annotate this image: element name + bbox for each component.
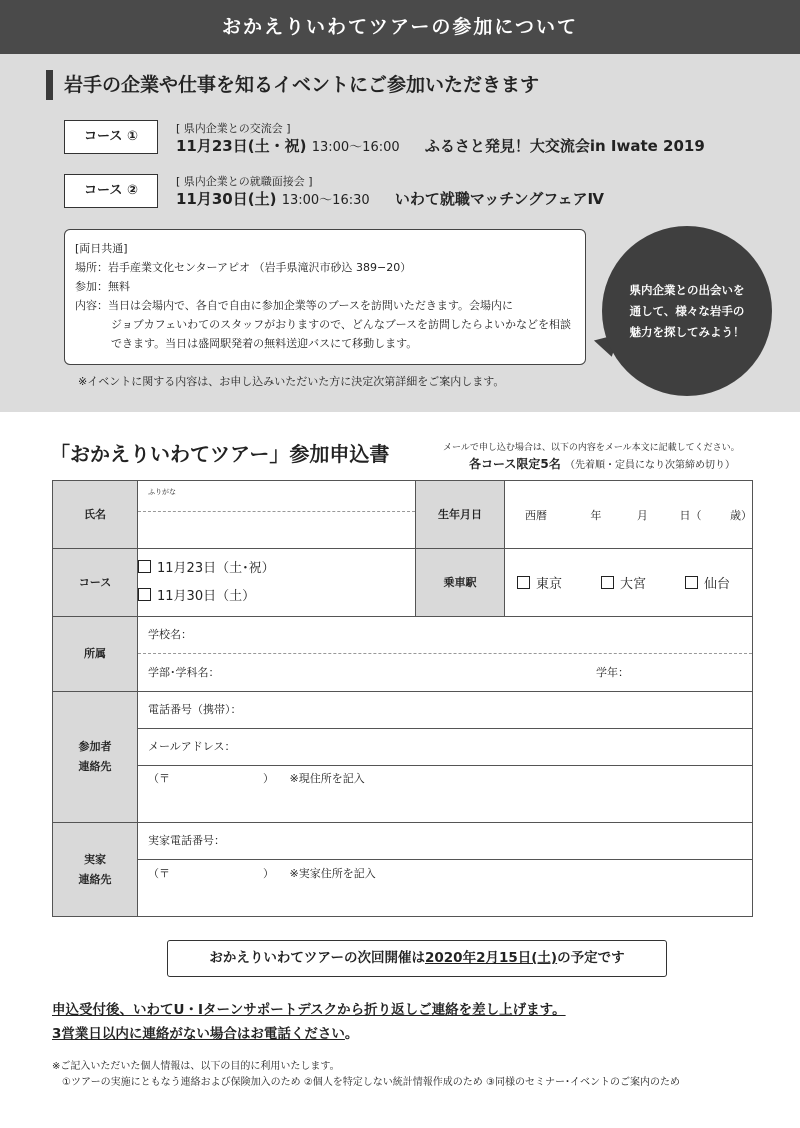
form-limit-sub: （先着順・定員になり次第締め切り） — [564, 460, 735, 471]
name-field[interactable] — [138, 481, 416, 549]
grade-label: 学年： — [596, 666, 629, 679]
home-address-postal-close: ） — [263, 867, 274, 880]
home-address-postal-open: （〒 — [148, 867, 170, 880]
furigana-label: ふりがな — [148, 488, 176, 496]
home-phone-field[interactable] — [138, 823, 752, 860]
station-label: 乗車駅 — [416, 549, 505, 617]
course-option-1[interactable] — [138, 555, 415, 583]
birth-age: 歳） — [729, 508, 752, 522]
home-contact-fields — [138, 823, 753, 917]
contact-note-line-2 — [52, 1022, 358, 1042]
home-contact-label-2: 連絡先 — [78, 872, 112, 886]
common-title: [両日共通] — [75, 242, 128, 255]
school-field[interactable] — [138, 617, 752, 654]
event-headline: 岩手の企業や仕事を知るイベントにご参加いただきます — [64, 74, 540, 96]
course-1-detail — [176, 135, 705, 156]
faculty-field[interactable] — [138, 654, 752, 691]
course-1-date: 11月23日(土・祝) — [176, 137, 307, 155]
email-label: メールアドレス： — [148, 740, 236, 753]
birthdate-field[interactable] — [505, 481, 753, 549]
common-content-2: ジョブカフェいわてのスタッフがおりますので、どんなブースを訪問したらよいかなどを相談 — [111, 318, 572, 331]
participant-contact-fields — [138, 692, 753, 823]
form-limit-main: 各コース限定5名 — [469, 457, 561, 471]
common-place: 場所：岩手産業文化センターアピオ （岩手県滝沢市砂込 389−20） — [75, 261, 412, 274]
course-options — [138, 549, 416, 617]
address-postal-open: （〒 — [148, 772, 170, 785]
application-form-table — [52, 480, 753, 917]
course-1-badge: コース ① — [64, 120, 158, 154]
common-fee: 参加：無料 — [75, 280, 130, 293]
speech-bubble — [602, 226, 772, 396]
station-option-sendai[interactable] — [685, 573, 730, 592]
station-options — [505, 549, 753, 617]
course-option-1-label: 11月23日（土･祝） — [157, 560, 275, 576]
phone-field[interactable] — [138, 692, 752, 729]
affiliation-fields — [138, 617, 753, 692]
form-limit — [469, 455, 735, 472]
birth-era: 西暦 — [525, 508, 547, 522]
home-address-note: ※実家住所を記入 — [289, 867, 376, 880]
participant-contact-row — [53, 692, 753, 823]
next-tour-notice — [167, 940, 667, 977]
station-option-tokyo[interactable] — [517, 573, 601, 592]
phone-label: 電話番号（携帯）： — [148, 703, 242, 716]
course-1-time: 13:00～16:00 — [311, 140, 400, 155]
address-note: ※現住所を記入 — [289, 772, 365, 785]
page-title: おかえりいわてツアーの参加について — [0, 0, 800, 54]
station-tokyo-label: 東京 — [536, 577, 563, 592]
course-option-2[interactable] — [138, 583, 415, 611]
participant-contact-label-2: 連絡先 — [78, 760, 112, 773]
checkbox-icon[interactable] — [138, 588, 151, 601]
birth-year: 年 — [590, 508, 602, 522]
address-field[interactable] — [138, 766, 752, 822]
affiliation-label: 所属 — [53, 617, 138, 692]
contact-note-line-2-text: 3営業日以内に連絡がない場合はお電話ください — [52, 1026, 345, 1042]
bubble-line-3: 魅力を探してみよう！ — [629, 324, 745, 339]
contact-note-line-2-end: 。 — [344, 1026, 359, 1042]
next-tour-post: の予定です — [557, 950, 625, 966]
checkbox-icon[interactable] — [601, 576, 614, 589]
name-row — [53, 481, 753, 549]
participant-contact-label-1: 参加者 — [78, 740, 112, 753]
address-postal-close: ） — [263, 772, 274, 785]
bubble-line-1: 県内企業との出会いを — [629, 282, 745, 297]
birth-month: 月 — [636, 508, 648, 522]
station-option-omiya[interactable] — [601, 573, 685, 592]
station-sendai-label: 仙台 — [704, 577, 731, 592]
course-2-detail — [176, 188, 604, 209]
checkbox-icon[interactable] — [138, 560, 151, 573]
participant-contact-label — [53, 692, 138, 823]
home-address-field[interactable] — [138, 860, 752, 916]
course-label: コース — [53, 549, 138, 617]
course-1-type: [ 県内企業との交流会 ] — [176, 122, 291, 135]
school-label: 学校名： — [148, 628, 192, 641]
event-note: ※イベントに関する内容は、お申し込みいただいた方に決定次第詳細をご案内します。 — [78, 375, 505, 388]
course-2-time: 13:00～16:30 — [281, 193, 370, 208]
bubble-line-2: 通して、様々な岩手の — [629, 303, 745, 318]
common-info-box — [64, 229, 586, 365]
name-label: 氏名 — [53, 481, 138, 549]
next-tour-date: 2020年2月15日(土) — [425, 950, 558, 966]
course-2-date: 11月30日(土) — [176, 190, 277, 208]
form-title: 「おかえりいわてツアー」参加申込書 — [50, 442, 390, 466]
privacy-line-2: ①ツアーの実施にともなう連絡および保険加入のため ②個人を特定しない統計情報作成のため ③同様のセミナー･イベントのご案内のため — [62, 1077, 680, 1088]
course-row — [53, 549, 753, 617]
station-omiya-label: 大宮 — [620, 577, 647, 592]
checkbox-icon[interactable] — [685, 576, 698, 589]
next-tour-pre: おかえりいわてツアーの次回開催は — [209, 950, 425, 966]
home-contact-label — [53, 823, 138, 917]
common-content-3: できます。当日は盛岡駅発着の無料送迎バスにて移動します。 — [111, 337, 418, 350]
home-contact-label-1: 実家 — [84, 852, 106, 866]
course-1-name: ふるさと発見！大交流会in Iwate 2019 — [424, 137, 705, 155]
affiliation-row — [53, 617, 753, 692]
course-2-badge: コース ② — [64, 174, 158, 208]
form-email-note: メールで申し込む場合は、以下の内容をメール本文に記載してください。 — [443, 443, 740, 453]
birth-day: 日（ — [679, 508, 702, 522]
email-field[interactable] — [138, 729, 752, 766]
birthdate-label: 生年月日 — [416, 481, 505, 549]
course-option-2-label: 11月30日（土） — [157, 588, 256, 604]
privacy-line-1: ※ご記入いただいた個人情報は、以下の目的に利用いたします。 — [52, 1061, 340, 1072]
common-content-1: 内容：当日は会場内で、各自で自由に参加企業等のブースを訪問いただきます。会場内に — [75, 299, 514, 312]
headline-accent-bar — [46, 70, 53, 100]
course-2-name: いわて就職マッチングフェアⅣ — [394, 190, 604, 208]
faculty-label: 学部･学科名： — [148, 666, 220, 679]
checkbox-icon[interactable] — [517, 576, 530, 589]
home-contact-row — [53, 823, 753, 917]
course-2-type: [ 県内企業との就職面接会 ] — [176, 175, 313, 188]
home-phone-label: 実家電話番号： — [148, 834, 225, 847]
contact-note-line-1: 申込受付後、いわてU・Iターンサポートデスクから折り返しご連絡を差し上げます。 — [52, 1002, 566, 1018]
